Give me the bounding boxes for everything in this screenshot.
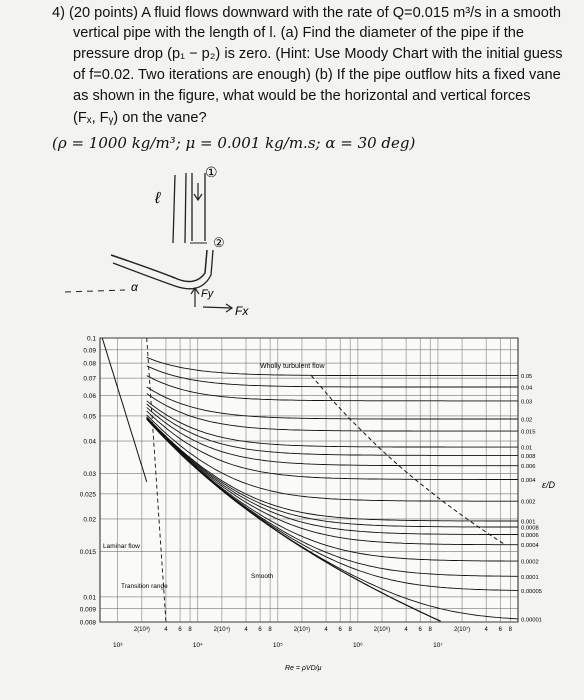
- pipe-vane-sketch: [55, 155, 355, 330]
- roughness-label: 0.02: [521, 417, 533, 424]
- x-minor-tick-label: 6: [258, 627, 262, 633]
- x-minor-tick-label: 8: [508, 627, 512, 633]
- reference-line: [65, 290, 125, 292]
- smooth-annotation: Smooth: [251, 573, 274, 580]
- y-tick-label: 0.01: [83, 594, 96, 602]
- y-tick-label: 0.008: [79, 619, 96, 627]
- x-minor-tick-label: 8: [188, 627, 192, 633]
- label-section-1: ①: [205, 164, 218, 180]
- y-tick-label: 0.03: [83, 470, 96, 478]
- x-minor-tick-label: 2(10⁵): [293, 627, 311, 633]
- label-fy: Fy: [201, 288, 214, 300]
- roughness-label: 0.00001: [521, 617, 542, 624]
- x-decade-label: 10⁵: [272, 642, 283, 649]
- fy-arrow-icon: [191, 288, 199, 307]
- y-tick-label: 0.09: [83, 347, 96, 355]
- roughness-label: 0.015: [521, 429, 536, 436]
- roughness-label: 0.002: [521, 499, 536, 506]
- vane: [111, 250, 207, 282]
- x-minor-tick-label: 4: [484, 627, 488, 633]
- y-tick-label: 0.02: [83, 516, 96, 524]
- x-minor-tick-label: 8: [428, 627, 432, 633]
- x-decade-label: 10⁷: [433, 642, 443, 649]
- roughness-label: 0.01: [521, 445, 533, 452]
- x-minor-tick-label: 4: [244, 627, 248, 633]
- x-minor-tick-label: 6: [418, 627, 422, 633]
- x-minor-tick-label: 6: [178, 627, 182, 633]
- wholly-turbulent-annotation: Wholly turbulent flow: [260, 363, 325, 370]
- x-decade-label: 10⁶: [352, 642, 363, 649]
- roughness-label: 0.0006: [521, 533, 539, 540]
- roughness-label: 0.0008: [521, 525, 539, 532]
- problem-line-1: 4) (20 points) A fluid flows downward with the rate of Q=0.015 m³/s in a smooth: [52, 5, 562, 21]
- roughness-label: 0.006: [521, 464, 536, 471]
- x-minor-tick-label: 2(10⁷): [453, 627, 471, 633]
- problem-line-6: (Fₓ, Fᵧ) on the vane?: [73, 110, 207, 126]
- roughness-label: 0.004: [521, 477, 536, 484]
- roughness-label: 0.04: [521, 385, 533, 392]
- roughness-label: 0.008: [521, 453, 536, 460]
- x-minor-tick-label: 8: [268, 627, 272, 633]
- x-minor-tick-label: 4: [164, 627, 168, 633]
- y-tick-label: 0.07: [83, 375, 96, 383]
- y-tick-label: 0.08: [83, 360, 96, 368]
- label-fx: Fx: [235, 304, 249, 318]
- y-tick-label: 0.05: [83, 413, 96, 421]
- y-tick-label: 0.04: [83, 438, 96, 446]
- x-decade-label: 10³: [113, 642, 123, 649]
- problem-line-4: of f=0.02. Two iterations are enough) (b) If the pipe outflow hits a fixed vane: [73, 67, 561, 83]
- laminar-annotation: Laminar flow: [103, 543, 140, 550]
- label-length: ℓ: [155, 190, 161, 207]
- label-alpha: α: [131, 280, 138, 294]
- x-minor-tick-label: 8: [348, 627, 352, 633]
- x-minor-tick-label: 2(10⁴): [213, 627, 231, 633]
- y-tick-label: 0.009: [79, 606, 96, 614]
- roughness-label: 0.001: [521, 519, 536, 526]
- problem-line-5: as shown in the figure, what would be the horizontal and vertical forces: [73, 88, 531, 104]
- fx-arrow-icon: [203, 304, 232, 312]
- x-minor-tick-label: 4: [404, 627, 408, 633]
- transition-annotation: Transition range: [121, 583, 168, 590]
- y-tick-label: 0.025: [79, 491, 96, 499]
- roughness-label: 0.0001: [521, 574, 539, 581]
- x-minor-tick-label: 6: [498, 627, 502, 633]
- y-tick-label: 0.1: [86, 335, 96, 343]
- y-tick-label: 0.06: [83, 392, 96, 400]
- problem-line-3: pressure drop (p₁ − p₂) is zero. (Hint: Use Moody Chart with the initial guess: [73, 46, 563, 62]
- roughness-label: 0.05: [521, 374, 533, 381]
- x-minor-tick-label: 6: [338, 627, 342, 633]
- roughness-label: 0.0004: [521, 543, 539, 550]
- roughness-label: 0.00005: [521, 588, 542, 595]
- vertical-pipe: [173, 173, 205, 243]
- moody-chart: [55, 330, 584, 700]
- x-minor-tick-label: 2(10⁶): [373, 627, 391, 633]
- roughness-label: 0.03: [521, 399, 533, 406]
- x-minor-tick-label: 2(10³): [133, 627, 150, 633]
- roughness-label: 0.0002: [521, 559, 539, 566]
- given-constants: (ρ = 1000 kg/m³; μ = 0.001 kg/m.s; α = 30 deg): [52, 134, 416, 152]
- problem-line-2: vertical pipe with the length of l. (a) Find the diameter of the pipe if the: [73, 25, 525, 41]
- flow-arrow-icon: [194, 183, 202, 200]
- x-minor-tick-label: 4: [324, 627, 328, 633]
- y-tick-label: 0.015: [79, 548, 96, 556]
- right-axis-label: ε/D: [542, 480, 555, 490]
- x-axis-label: Re = ρVD/μ: [285, 665, 322, 672]
- x-decade-label: 10⁴: [192, 642, 203, 649]
- label-section-2: ②: [213, 235, 225, 250]
